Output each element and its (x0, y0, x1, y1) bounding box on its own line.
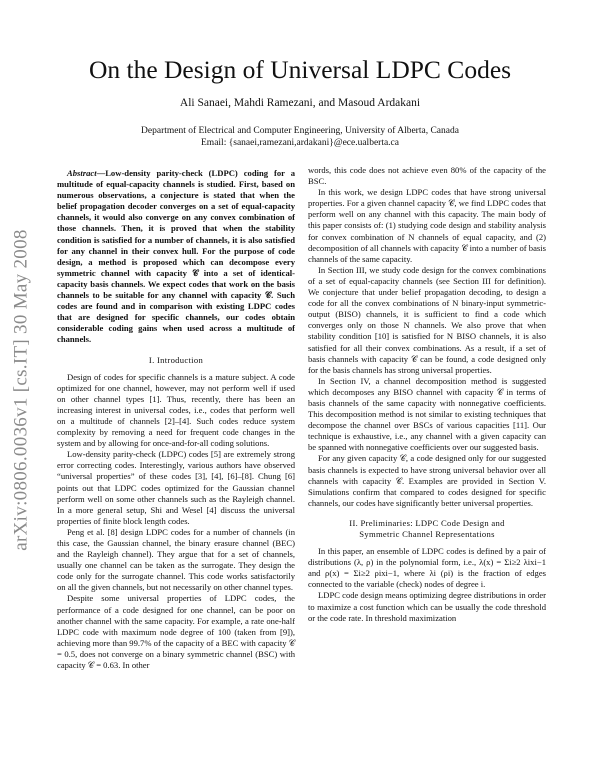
section-2-heading-line-1: II. Preliminaries: LDPC Code Design and (349, 517, 505, 528)
right-paragraph-5: For any given capacity 𝒞, a code designed only for our suggested basis channels is expected to have strong universal behavior over all channels with capacity 𝒞. Examples are provided in Section V. Simulations confirm that compared to codes designed for specific channels, our codes have significantly better universal properties. (308, 453, 546, 508)
intro-paragraph-1: Design of codes for specific channels is a mature subject. A code optimized for one channel, however, may not perform well if used on other channel types [1]. Thus, recently, there has been an increasing interest in universal codes, i.e., codes that perform well on a multitude of channels [2]–[4]. Such codes reduce system complexity by removing a need for frequent code changes in the system and by allowing for once-and-for-all coding solutions. (57, 371, 295, 449)
abstract-text: —Low-density parity-check (LDPC) coding for a multitude of equal-capacity channels is studied. First, based on numerous observations, a conjecture is stated that when the belief propagation decoder converges on a set of equal-capacity channels, it would also converge on any convex combination of those channels. Then, it is proved that when the stability condition is satisfied for a number of channels, it is also satisfied for any channel in their convex hull. For the purpose of code design, a method is proposed which can decompose every symmetric channel with capacity 𝒞 into a set of identical-capacity basis channels. We expect codes that work on the basis channels to be suitable for any channel with capacity 𝒞. Such codes are found and in comparison with existing LDPC codes that are designed for specific channels, our codes obtain considerable coding gains when used across a multitude of channels. (57, 168, 295, 345)
intro-paragraph-4: Despite some universal properties of LDPC codes, the performance of a code designed for one channel, can be poor on another channel with the same capacity. For example, a rate one-half LDPC code with maximum node degree of 100 (taken from [9]), achieving more than 99.7% of the capacity of a BEC with capacity 𝒞 = 0.5, does not converge on a binary symmetric channel (BSC) with capacity 𝒞 = 0.63. In other (57, 593, 295, 671)
abstract (57, 168, 295, 346)
author-affiliation-block (0, 125, 600, 149)
section-1-heading: I. Introduction (148, 354, 204, 365)
intro-paragraph-2: Low-density parity-check (LDPC) codes [5] are extremely strong error correcting codes. Interestingly, various authors have observed “universal properties” of these codes [3], [4], [6]–[8]. Chung [6] points out that LDPC codes optimized for the Gaussian channel perform well on some other channels such as the Rayleigh channel. In a more general setup, Shi and Wesel [4] discuss the universal properties of finite block length codes. (57, 449, 295, 526)
affiliation: Department of Electrical and Computer Engineering, University of Alberta, Canada (141, 126, 459, 136)
prelim-paragraph-1: In this paper, an ensemble of LDPC codes is defined by a pair of distributions (λ, ρ) in the polynomial form, i.e., λ(x) = Σi≥2 λixi−1 and ρ(x) = Σi≥2 ρixi−1, where λi (ρi) is the fraction of edges connected to the variable (check) nodes of degree i. (308, 546, 546, 590)
right-paragraph-1: words, this code does not achieve even 80% of the capacity of the BSC. (308, 165, 546, 187)
left-column (57, 168, 295, 671)
right-paragraph-2: In this work, we design LDPC codes that have strong universal properties. For a given channel capacity 𝒞, we find LDPC codes that perform well on any channel with this capacity. The main body of this paper consists of: (1) studying code design and stability analysis for convex combination of N channels of equal capacity, and (2) decomposition of all channels with capacity 𝒞 into a number of basis channels of the same capacity. (308, 187, 546, 264)
intro-paragraph-3: Peng et al. [8] design LDPC codes for a number of channels (in this case, the Gaussian channel, the binary erasure channel (BEC) and the Rayleigh channel). They argue that for a set of channels, usually one channel can be taken as the surrogate. They design the code only for the surrogate channel. This code works satisfactorily on all the given channels, but not necessarily on other channel types. (57, 526, 295, 593)
section-2-heading (308, 518, 546, 540)
right-paragraph-4: In Section IV, a channel decomposition method is suggested which decomposes any BISO channel with capacity 𝒞 in terms of basis channels of the same capacity with nonnegative coefficients. This decomposition method is not similar to existing techniques that decompose the channel over BSCs of various capacities [11]. Our technique is exhaustive, i.e., any channel with a given capacity can be spanned with nonnegative coefficients over our suggested basis. (308, 375, 546, 453)
section-2-heading-line-2: Symmetric Channel Representations (359, 529, 495, 539)
email: Email: {sanaei,ramezani,ardakani}@ece.ualberta.ca (201, 138, 399, 148)
right-paragraph-3: In Section III, we study code design for the convex combinations of a set of equal-capacity channels (see Section III for definition). We conjecture that under belief propagation decoding, to design a code for all the convex combinations of N binary-input symmetric-output (BISO) channels, it is sufficient to find a code which converges only on those N channels. We also prove that when stability condition [10] is satisfied for N BISO channels, it is also satisfied for all their convex combinations. As a result, if a set of basis channels with capacity 𝒞 can be found, a code designed only for the basis channels has strong universal properties. (308, 264, 546, 375)
prelim-paragraph-2: LDPC code design means optimizing degree distributions in order to maximize a cost function which can be usually the code threshold or the code rate. In threshold maximization (308, 590, 546, 623)
arxiv-identifier: arXiv:0806.0036v1 [cs.IT] 30 May 2008 (11, 229, 33, 551)
paper-authors: Ali Sanaei, Mahdi Ramezani, and Masoud Ardakani (179, 97, 421, 109)
right-column (308, 165, 546, 624)
arxiv-side-stamp (2, 200, 42, 580)
paper-title: On the Design of Universal LDPC Codes (88, 55, 512, 84)
abstract-lead: Abstract (67, 168, 97, 178)
